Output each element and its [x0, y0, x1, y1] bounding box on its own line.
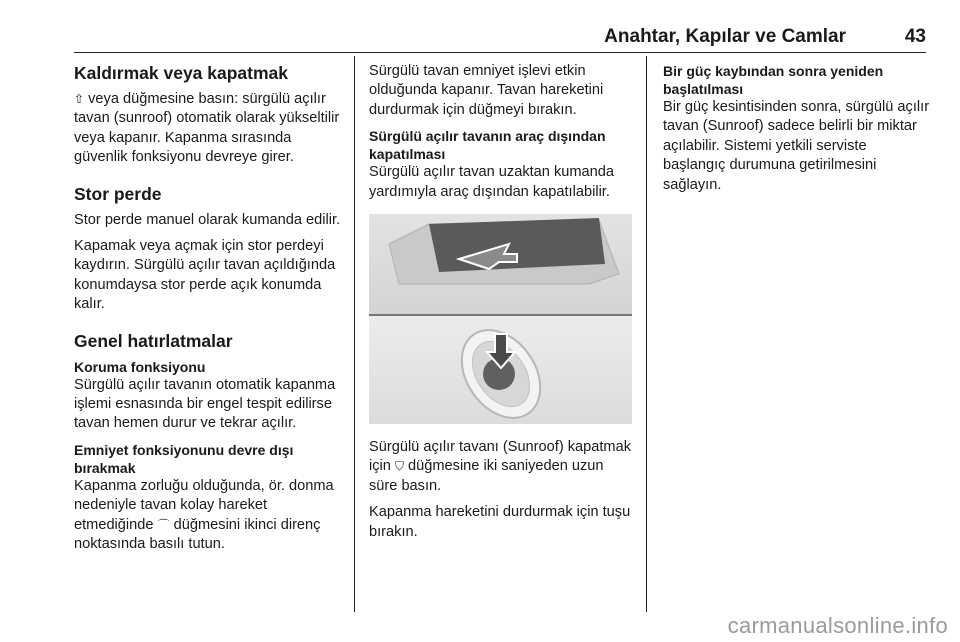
roof-close-icon: ⇧: [74, 92, 85, 106]
paragraph-remote: Sürgülü açılır tavan uzaktan kumanda yardımıyla araç dışından kapatılabilir.: [369, 164, 614, 200]
column-divider-1: [354, 56, 355, 612]
heading-shade: Stor perde: [74, 183, 162, 204]
key-fob-svg: [369, 316, 632, 424]
roof-illustration-svg: [369, 214, 632, 314]
paragraph-power: Bir güç kesintisinden sonra, sürgülü açılır tavan (Sunroof) sadece belirli bir miktar açılabilir. Sistemi yetkili serviste başlangıç durumuna getirilmesini sağlayın.: [663, 99, 930, 193]
paragraph-protect: Sürgülü açılır tavanın otomatik kapanma işlemi esnasında bir engel tespit edilirse tavan hemen durur ve tekrar açılır.: [74, 376, 336, 432]
sunroof-remote-illustration: [369, 214, 632, 424]
column-3: [663, 62, 931, 202]
watermark: carmanualsonline.info: [727, 613, 948, 638]
roof-panel-illustration: [369, 214, 632, 314]
key-fob-illustration: [369, 316, 632, 424]
paragraph-close: ⇧ veya düğmesine basın: sürgülü açılır tavan (sunroof) otomatik olarak yükseltilir veya kapanır. Kapanma sırasında güvenlik fonksiyonu devreye girer.: [74, 91, 340, 166]
heading-override: Emniyet fonksiyonunu devre dışı bırakmak: [74, 441, 294, 476]
heading-close: Kaldırmak veya kapatmak: [74, 63, 289, 83]
section-title: Anahtar, Kapılar ve Camlar: [604, 26, 846, 47]
column-2: [369, 62, 633, 549]
header-rule: [74, 52, 926, 53]
heading-protect: Koruma fonksiyonu: [74, 358, 206, 375]
paragraph-release: Sürgülü tavan emniyet işlevi etkin olduğunda kapanır. Tavan hareketini durdurmak için düğmeyi bırakın.: [369, 63, 604, 118]
column-1: [74, 62, 346, 562]
heading-remote: Sürgülü açılır tavanın araç dışından kapatılması: [369, 128, 606, 163]
paragraph-shade-2: Kapamak veya açmak için stor perdeyi kaydırın. Sürgülü açılır tavan açıldığında konumdaysa stor perde açık konumda kalır.: [74, 238, 336, 313]
paragraph-stop: Kapanma hareketini durdurmak için tuşu bırakın.: [369, 504, 631, 540]
lock-button-icon: ⛉: [394, 459, 404, 474]
heading-general: Genel hatırlatmalar: [74, 330, 233, 351]
paragraph-override: Kapanma zorluğu olduğunda, ör. donma nedeniyle tavan kolay hareket etmediğinde ⌒ düğmesini ikinci direnç noktasında basılı tutun.: [74, 477, 334, 553]
sunroof-icon: ⌒: [157, 517, 170, 532]
paragraph-key: Sürgülü açılır tavanı (Sunroof) kapatmak için ⛉ düğmesine iki saniyeden uzun süre basın.: [369, 439, 632, 494]
page-number: 43: [904, 26, 926, 47]
page-header: [74, 26, 926, 52]
paragraph-shade-1: Stor perde manuel olarak kumanda edilir.: [74, 211, 341, 228]
heading-power: Bir güç kaybından sonra yeniden başlatılması: [663, 63, 884, 97]
column-divider-2: [646, 56, 647, 612]
